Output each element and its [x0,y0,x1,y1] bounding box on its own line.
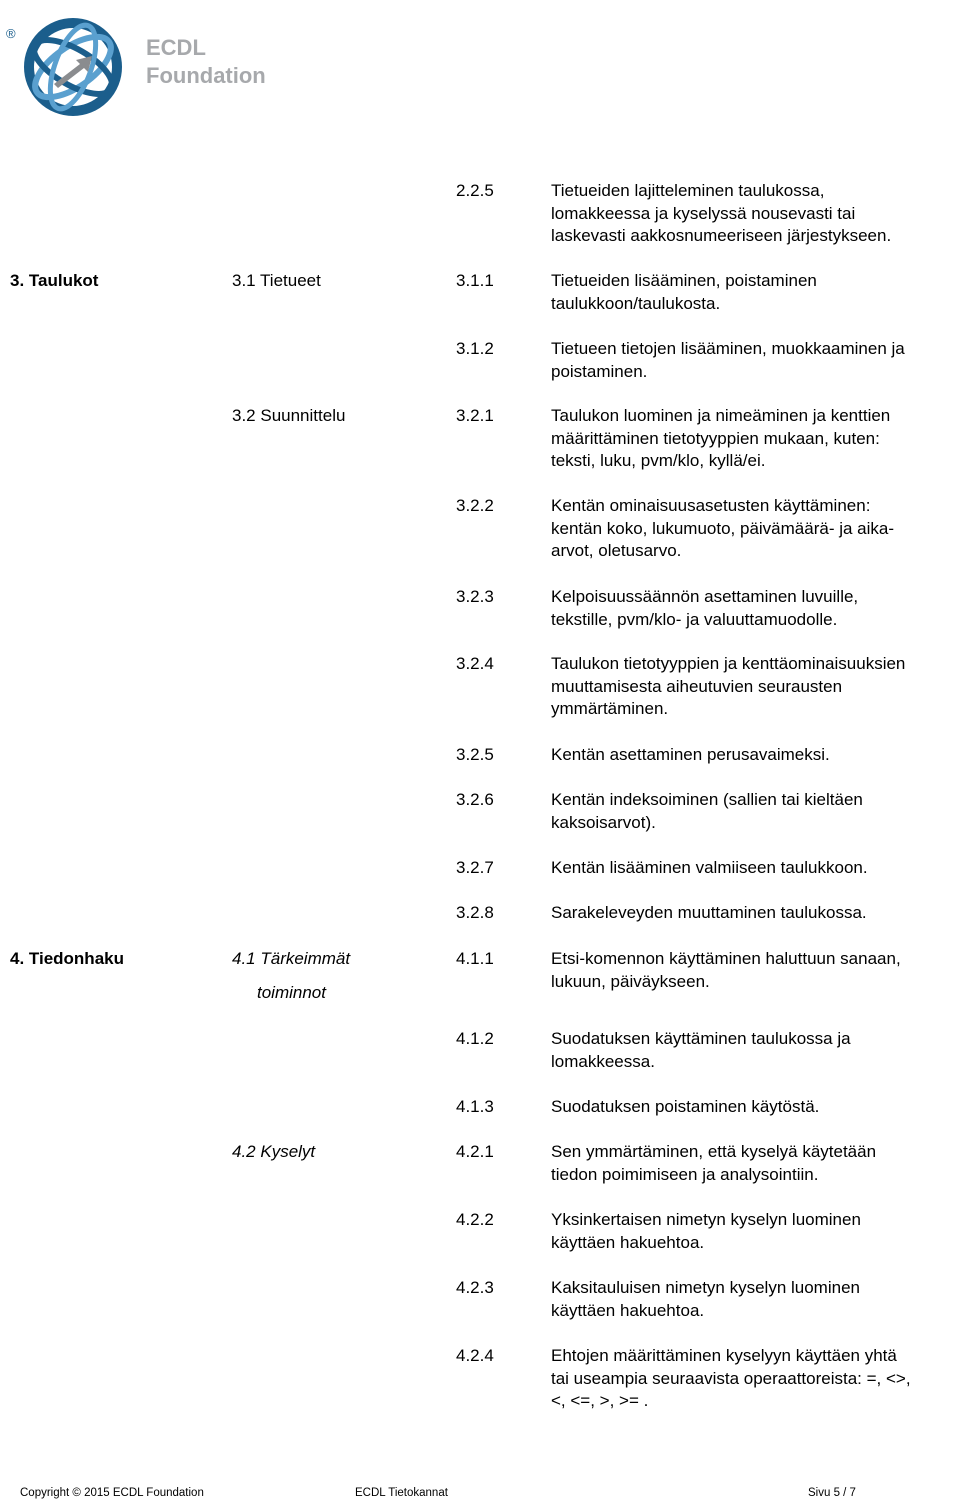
registered-mark: ® [6,26,16,41]
item-description-line: Etsi-komennon käyttäminen haluttuun sanaan, [551,949,901,968]
item-description-line: taulukkoon/taulukosta. [551,293,721,313]
item-description-line: Taulukon tietotyyppien ja kenttäominaisuuksien [551,654,906,673]
item-reference: 4.2.2 [456,1210,494,1229]
logo-foundation-text: Foundation [146,63,266,88]
item-description-line: tai useampia seuraavista operaattoreista: =, <>, [551,1368,911,1388]
item-reference: 3.2.3 [456,587,494,606]
footer-copyright: Copyright © 2015 ECDL Foundation [20,1487,204,1499]
item-reference: 3.2.5 [456,745,494,764]
item-description-line: ymmärtäminen. [551,699,669,719]
item-description-line: käyttäen hakuehtoa. [551,1232,705,1252]
logo-ecdl-text: ECDL [146,35,206,60]
item-description-line: lukuun, päiväykseen. [551,971,710,991]
item-reference: 3.2.2 [456,496,494,515]
item-description-line: Suodatuksen poistaminen käytöstä. [551,1097,820,1116]
ecdl-foundation-logo [6,10,276,120]
item-description-line: Kelpoisuussäännön asettaminen luvuille, [551,587,859,606]
item-description-line: Sen ymmärtäminen, että kyselyä käytetään [551,1142,877,1161]
skill-set-label-continued: toiminnot [257,983,326,1002]
item-reference: 3.1.1 [456,271,494,290]
item-description-line: lomakkeessa ja kyselyssä nousevasti tai [551,203,856,223]
item-description-line: Tietueiden lajitteleminen taulukossa, [551,181,825,200]
item-description-line: kaksoisarvot). [551,812,656,832]
item-description-line: Kentän lisääminen valmiiseen taulukkoon. [551,858,868,877]
item-description-line: poistaminen. [551,361,648,381]
item-description-line: Yksinkertaisen nimetyn kyselyn luominen [551,1210,861,1229]
item-description-line: Ehtojen määrittäminen kyselyyn käyttäen yhtä [551,1346,897,1365]
category-label: 4. Tiedonhaku [10,949,124,968]
item-description-line: Tietueen tietojen lisääminen, muokkaaminen ja [551,339,905,358]
item-reference: 3.2.7 [456,858,494,877]
item-reference: 4.2.4 [456,1346,494,1365]
item-description-line: Tietueiden lisääminen, poistaminen [551,271,817,290]
item-description-line: Sarakeleveyden muuttaminen taulukossa. [551,903,867,922]
item-description-line: Taulukon luominen ja nimeäminen ja kenttien [551,406,891,425]
item-reference: 4.1.2 [456,1029,494,1048]
skill-set-label: 4.1 Tärkeimmät [232,949,351,968]
item-reference: 4.1.3 [456,1097,494,1116]
item-description-line: tiedon poimimiseen ja analysointiin. [551,1164,819,1184]
item-reference: 4.2.1 [456,1142,494,1161]
item-description-line: käyttäen hakuehtoa. [551,1300,705,1320]
item-description-line: muuttamisesta aiheutuvien seurausten [551,676,843,696]
item-reference: 4.2.3 [456,1278,494,1297]
item-description-line: Suodatuksen käyttäminen taulukossa ja [551,1029,851,1048]
item-description-line: lomakkeessa. [551,1051,655,1071]
item-description-line: Kentän ominaisuusasetusten käyttäminen: [551,496,871,515]
item-reference: 3.2.6 [456,790,494,809]
item-description-line: kentän koko, lukumuoto, päivämäärä- ja aika- [551,518,895,538]
item-description-line: Kaksitauluisen nimetyn kyselyn luominen [551,1278,860,1297]
item-description-line: arvot, oletusarvo. [551,541,682,561]
item-reference: 3.2.1 [456,406,494,425]
item-description-line: tekstille, pvm/klo- ja valuuttamuodolle. [551,609,838,629]
item-reference: 3.2.8 [456,903,494,922]
item-description-line: <, <=, >, >= . [551,1391,649,1411]
footer-document-title: ECDL Tietokannat [355,1487,448,1499]
item-description-line: määrittäminen tietotyyppien mukaan, kuten: [551,428,880,448]
item-reference: 3.1.2 [456,339,494,358]
item-reference: 4.1.1 [456,949,494,968]
item-description-line: teksti, luku, pvm/klo, kyllä/ei. [551,451,766,471]
footer-page-number: Sivu 5 / 7 [808,1487,856,1499]
item-reference: 2.2.5 [456,181,494,200]
skill-set-label: 3.1 Tietueet [232,271,321,290]
globe-logo-icon [6,10,136,120]
skill-set-label: 4.2 Kyselyt [232,1142,316,1161]
item-description-line: laskevasti aakkosnumeeriseen järjestykseen. [551,226,892,246]
item-reference: 3.2.4 [456,654,494,673]
item-description-line: Kentän asettaminen perusavaimeksi. [551,745,830,764]
category-label: 3. Taulukot [10,271,99,290]
skill-set-label: 3.2 Suunnittelu [232,406,346,425]
item-description-line: Kentän indeksoiminen (sallien tai kieltäen [551,790,863,809]
